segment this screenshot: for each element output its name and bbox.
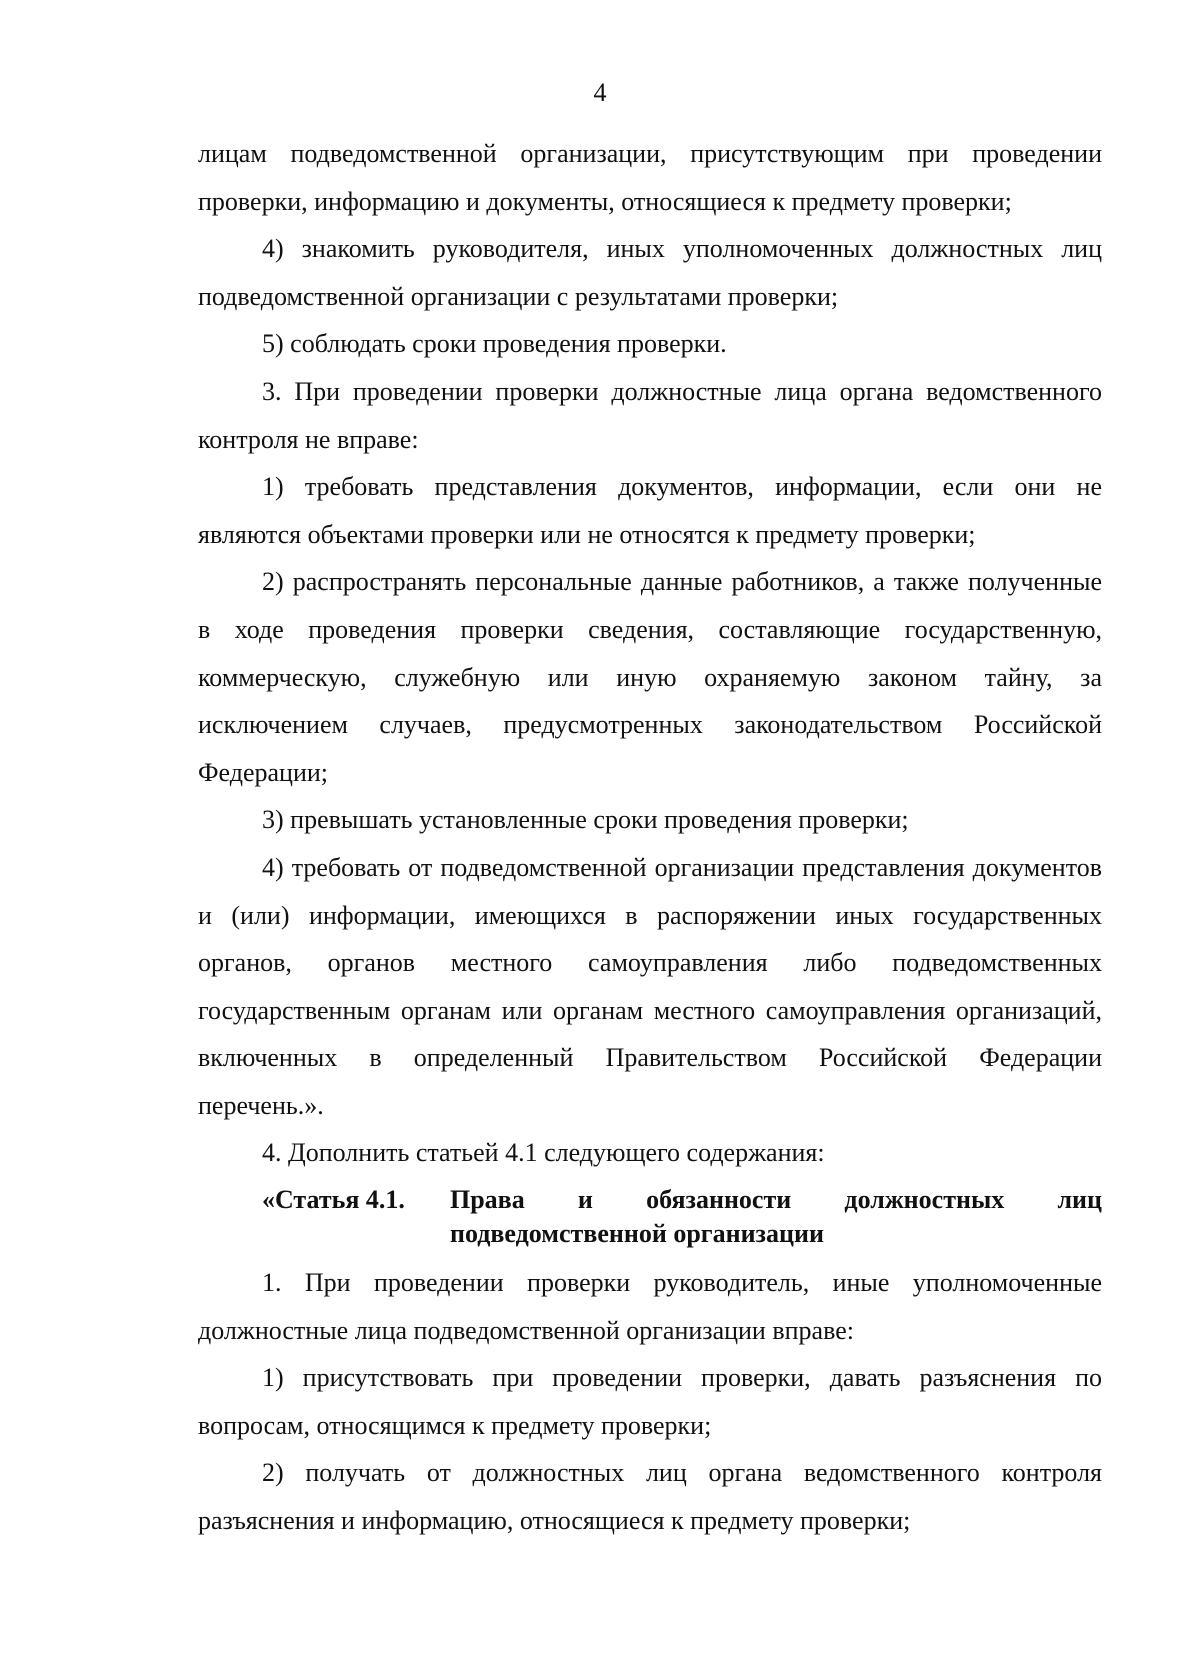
article-title-line: подведомственной организации: [450, 1219, 824, 1249]
page-number: 4: [593, 78, 607, 107]
paragraph: 2) получать от должностных лиц органа ведомственного контроля разъяснения и информацию, относящиеся к предмету проверки;: [198, 1458, 1102, 1536]
article-title-line: Права и обязанности должностных лиц: [450, 1185, 1102, 1215]
paragraph: лицам подведомственной организации, присутствующим при проведении проверки, информацию и документы, относящиеся к предмету проверки;: [198, 139, 1102, 216]
paragraph: 5) соблюдать сроки проведения проверки.: [262, 329, 727, 359]
article-title: [450, 1183, 1102, 1251]
paragraph: 4. Дополнить статьей 4.1 следующего содержания:: [262, 1138, 825, 1168]
paragraph: 2) распространять персональные данные работников, а также полученные в ходе проведения проверки сведения, составляющие государственную, коммерческую, служебную или иную охраняемую законом тайну, за исключением случаев, предусмотренных законодательством Российской Федерации;: [198, 567, 1102, 787]
document-body: [198, 130, 1102, 1545]
paragraph: 3) превышать установленные сроки проведения проверки;: [262, 805, 909, 835]
paragraph: 1) присутствовать при проведении проверки, давать разъяснения по вопросам, относящимся к предмету проверки;: [198, 1363, 1102, 1440]
article-number: «Статья 4.1.: [262, 1185, 405, 1215]
paragraph: 1) требовать представления документов, информации, если они не являются объектами проверки или не относятся к предмету проверки;: [198, 472, 1102, 549]
paragraph: 4) знакомить руководителя, иных уполномоченных должностных лиц подведомственной организации с результатами проверки;: [198, 234, 1102, 311]
paragraph: 3. При проведении проверки должностные лица органа ведомственного контроля не вправе:: [198, 376, 1102, 454]
paragraph: 4) требовать от подведомственной организации представления документов и (или) информации, имеющихся в распоряжении иных государственных органов, органов местного самоуправления либо подведомственных государственным органам или органам местного самоуправления организаций, включенных в определенный Правительством Российской Федерации перечень.».: [198, 852, 1102, 1120]
article-heading: [198, 1177, 1102, 1251]
paragraph: 1. При проведении проверки руководитель, иные уполномоченные должностные лица подведомственной организации вправе:: [198, 1268, 1102, 1345]
